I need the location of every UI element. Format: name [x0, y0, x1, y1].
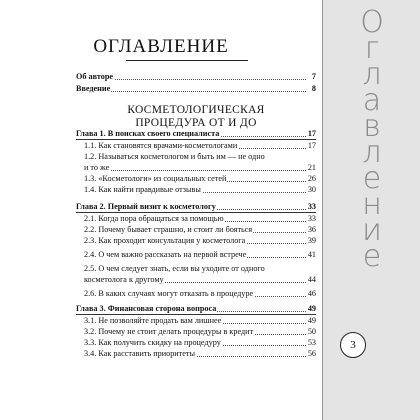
toc-item[interactable]	[84, 327, 316, 337]
toc-item[interactable]	[84, 289, 316, 299]
toc-entry-label: Об авторе	[76, 72, 114, 81]
toc-item-page: 21	[307, 163, 316, 172]
toc-chapter-3[interactable]	[76, 304, 316, 314]
toc-item-label: 2.5. О чем следует знать, если вы уходите от одного	[84, 264, 265, 273]
toc-chapter-title: Глава 1. В поисках своего специалиста	[76, 129, 220, 138]
chapter-divider	[76, 212, 316, 213]
toc-item-page: 49	[307, 316, 316, 325]
toc-item-label: 3.1. Не позволяйте продать вам лишнее	[84, 316, 222, 325]
toc-item[interactable]	[84, 236, 316, 246]
page-title: ОГЛАВЛЕНИЕ	[93, 36, 229, 57]
vertical-title-letter: л	[362, 57, 382, 92]
toc-item-page: 44	[307, 275, 316, 284]
toc-item[interactable]	[84, 349, 316, 359]
toc-item[interactable]	[84, 185, 316, 195]
vertical-title-letter: н	[362, 187, 382, 222]
toc-item-page: 39	[307, 236, 316, 245]
toc-item-label: 2.3. Как проходит консультация у косметолога	[84, 236, 246, 245]
vertical-title-letter: г	[364, 31, 380, 66]
toc-item-label: косметолога к другому	[84, 275, 164, 284]
toc-item-label: 2.6. В каких случаях могут отказать в процедуре	[84, 289, 254, 298]
toc-item-label: и то же	[84, 163, 110, 172]
toc-chapter-1[interactable]	[76, 129, 316, 139]
toc-chapter-page: 17	[307, 129, 316, 138]
toc-item[interactable]	[84, 152, 316, 162]
toc-item-label: 2.2. Почему бывает страшно, и стоит ли бояться	[84, 225, 253, 234]
toc-item[interactable]	[84, 225, 316, 235]
toc-chapter-title: Глава 2. Первый визит к косметологу	[76, 202, 216, 211]
toc-item-page: 26	[307, 174, 316, 183]
toc-item-page: 17	[307, 141, 316, 150]
title-underline	[126, 60, 248, 61]
toc-item-label: 1.2. Называться косметологом и быть им — не одно	[84, 152, 265, 161]
toc-entry-page: 8	[311, 84, 316, 93]
toc-item[interactable]	[84, 264, 316, 274]
toc-chapter-2[interactable]	[76, 202, 316, 212]
vertical-title-letter: л	[362, 135, 382, 170]
toc-item-continuation[interactable]	[84, 163, 316, 173]
toc-item-page: 36	[307, 225, 316, 234]
toc-item-label: 3.3. Как получить скидку на процедуру	[84, 338, 221, 347]
page-number-badge: 3	[340, 332, 366, 358]
section-heading-line-1: КОСМЕТОЛОГИЧЕСКАЯ	[127, 104, 265, 116]
toc-item[interactable]	[84, 174, 316, 184]
toc-item[interactable]	[84, 214, 316, 224]
toc-item-page: 33	[307, 214, 316, 223]
vertical-title	[323, 5, 420, 274]
toc-item-page: 50	[307, 327, 316, 336]
vertical-title-letter: О	[360, 5, 384, 40]
toc-item-label: 1.3. «Косметологи» из социальных сетей	[84, 174, 227, 183]
toc-item-page: 53	[307, 338, 316, 347]
vertical-title-letter: и	[362, 213, 382, 248]
vertical-title-letter: е	[362, 161, 382, 196]
toc-item-label: 3.4. Как расставить приоритеты	[84, 349, 195, 358]
toc-entry-page: 7	[311, 72, 316, 81]
toc-item-label: 2.1. Когда пора обращаться за помощью	[84, 214, 224, 223]
toc-item-label: 3.2. Почему не стоит делать процедуры в кредит	[84, 327, 254, 336]
chapter-divider	[76, 139, 316, 140]
toc-item[interactable]	[84, 338, 316, 348]
chapter-divider	[76, 314, 316, 315]
toc-item-page: 30	[307, 185, 316, 194]
toc-item-page: 56	[307, 349, 316, 358]
toc-item-label: 2.4. О чем важно рассказать на первой встрече	[84, 250, 247, 259]
toc-item-page: 46	[307, 289, 316, 298]
toc-item-label: 1.4. Как найти правдивые отзывы	[84, 185, 201, 194]
toc-chapter-title: Глава 3. Финансовая сторона вопроса	[76, 304, 217, 313]
toc-item-label: 1.1. Как становятся врачами-косметологами	[84, 141, 238, 150]
toc-item[interactable]	[84, 316, 316, 326]
vertical-title-letter: в	[363, 109, 381, 144]
section-heading-line-2: ПРОЦЕДУРА ОТ И ДО	[135, 117, 257, 129]
toc-entry-label: Введение	[76, 84, 111, 93]
toc-chapter-page: 33	[307, 202, 316, 211]
toc-entry-introduction[interactable]	[76, 84, 316, 94]
toc-item-page: 41	[307, 250, 316, 259]
toc-item[interactable]	[84, 250, 316, 260]
toc-entry-about-author[interactable]	[76, 72, 316, 82]
sidebar-band	[322, 0, 420, 420]
toc-item[interactable]	[84, 141, 316, 151]
vertical-title-letter: а	[362, 83, 382, 118]
toc-chapter-page: 49	[307, 304, 316, 313]
toc-item-continuation[interactable]	[84, 275, 316, 285]
vertical-title-letter: е	[362, 239, 382, 274]
